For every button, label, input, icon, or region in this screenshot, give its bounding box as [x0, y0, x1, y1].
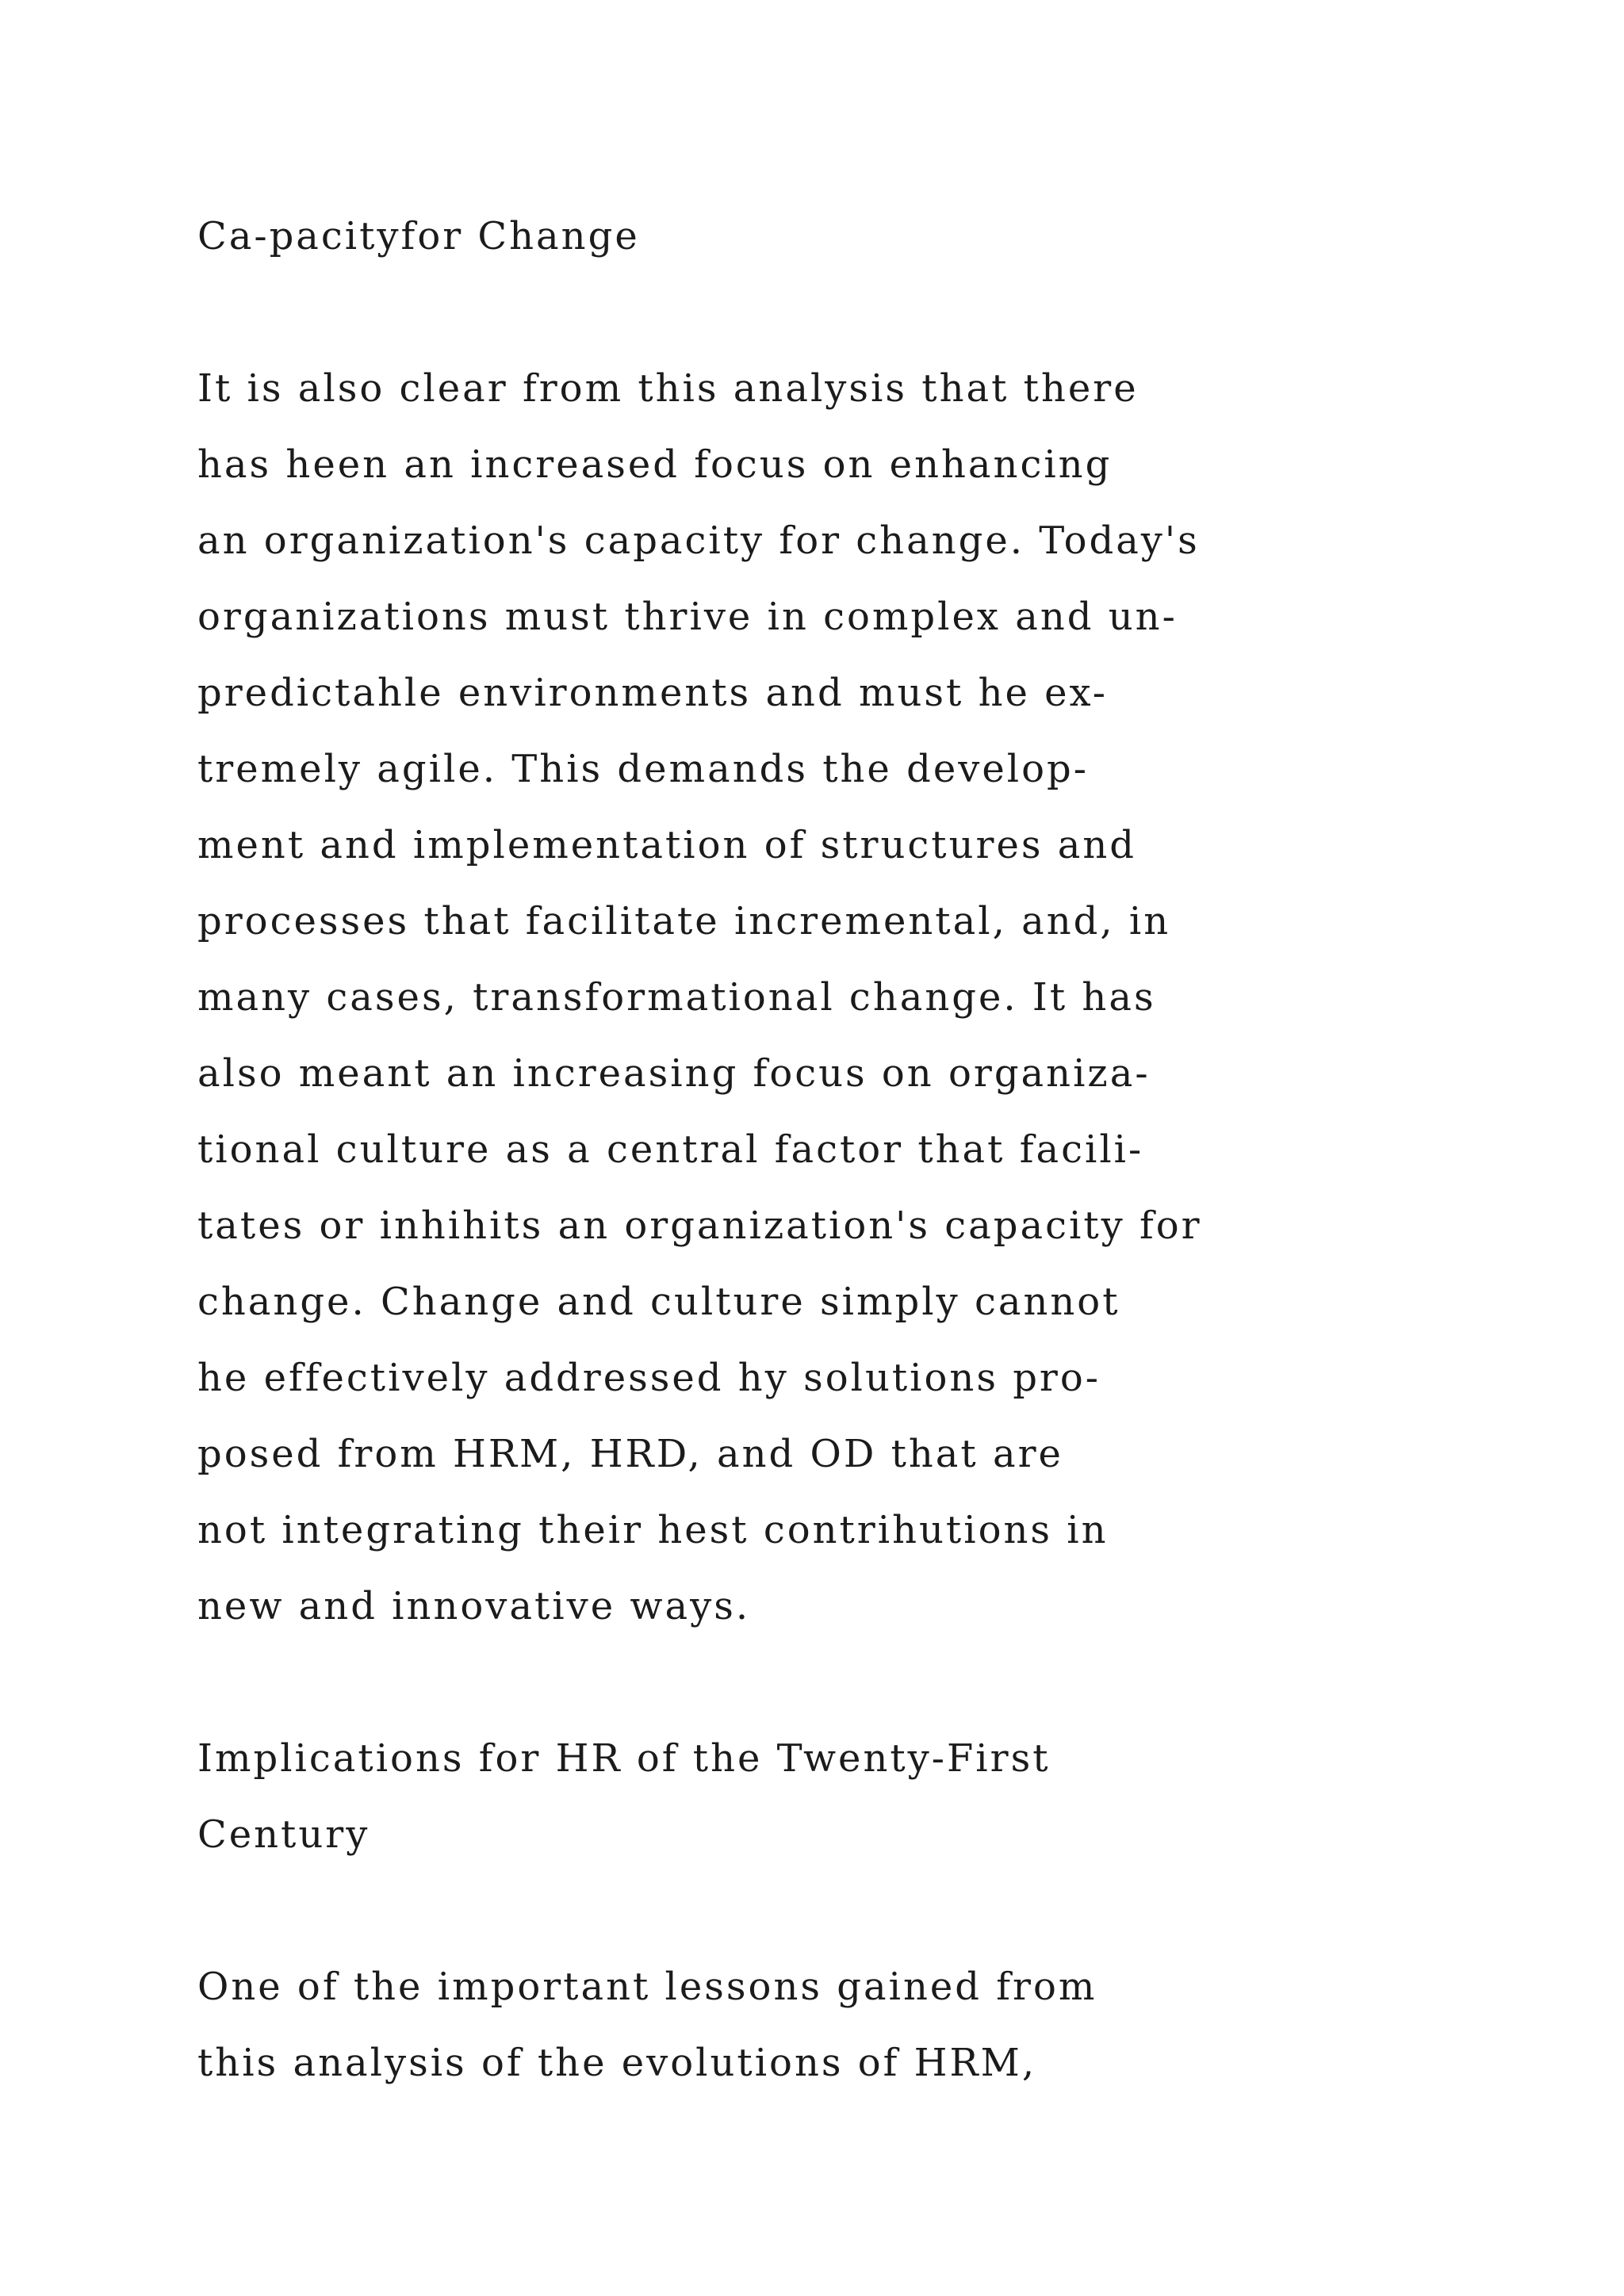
- paragraph-implications: [197, 1949, 1387, 2101]
- heading-line: Century: [197, 1812, 370, 1857]
- text-line: organizations must thrive in complex and un-: [197, 595, 1178, 639]
- text-line: an organization's capacity for change. Today's: [197, 519, 1200, 563]
- text-line: posed from HRM, HRD, and OD that are: [197, 1432, 1063, 1476]
- text-line: tremely agile. This demands the develop-: [197, 747, 1089, 791]
- heading-line: Implications for HR of the Twenty-First: [197, 1736, 1051, 1781]
- text-line: change. Change and culture simply cannot: [197, 1280, 1120, 1324]
- text-line: has heen an increased focus on enhancing: [197, 442, 1113, 487]
- text-line: new and innovative ways.: [197, 1584, 751, 1628]
- paragraph-spacer: [197, 1644, 1387, 1720]
- section-heading-capacity-for-change: Ca-pacityfor Change: [197, 214, 640, 258]
- paragraph-spacer: [197, 274, 1387, 350]
- text-line: tates or inhihits an organization's capacity for: [197, 1203, 1202, 1248]
- paragraph-capacity-for-change: [197, 350, 1387, 1644]
- text-line: also meant an increasing focus on organiza-: [197, 1051, 1151, 1096]
- text-line: It is also clear from this analysis that there: [197, 366, 1139, 411]
- text-line: he effectively addressed hy solutions pro-: [197, 1356, 1101, 1400]
- section-heading-implications-for-hr: [197, 1720, 1387, 1873]
- text-line: ment and implementation of structures and: [197, 823, 1136, 867]
- text-line: One of the important lessons gained from: [197, 1965, 1097, 2009]
- paragraph-spacer: [197, 1873, 1387, 1949]
- document-body: [197, 198, 1387, 2101]
- text-line: not integrating their hest contrihutions in: [197, 1508, 1109, 1552]
- text-line: predictahle environments and must he ex-: [197, 671, 1108, 715]
- text-line: tional culture as a central factor that facili-: [197, 1127, 1144, 1172]
- text-line: this analysis of the evolutions of HRM,: [197, 2041, 1037, 2085]
- text-line: many cases, transformational change. It has: [197, 975, 1156, 1020]
- text-line: processes that facilitate incremental, and, in: [197, 899, 1171, 943]
